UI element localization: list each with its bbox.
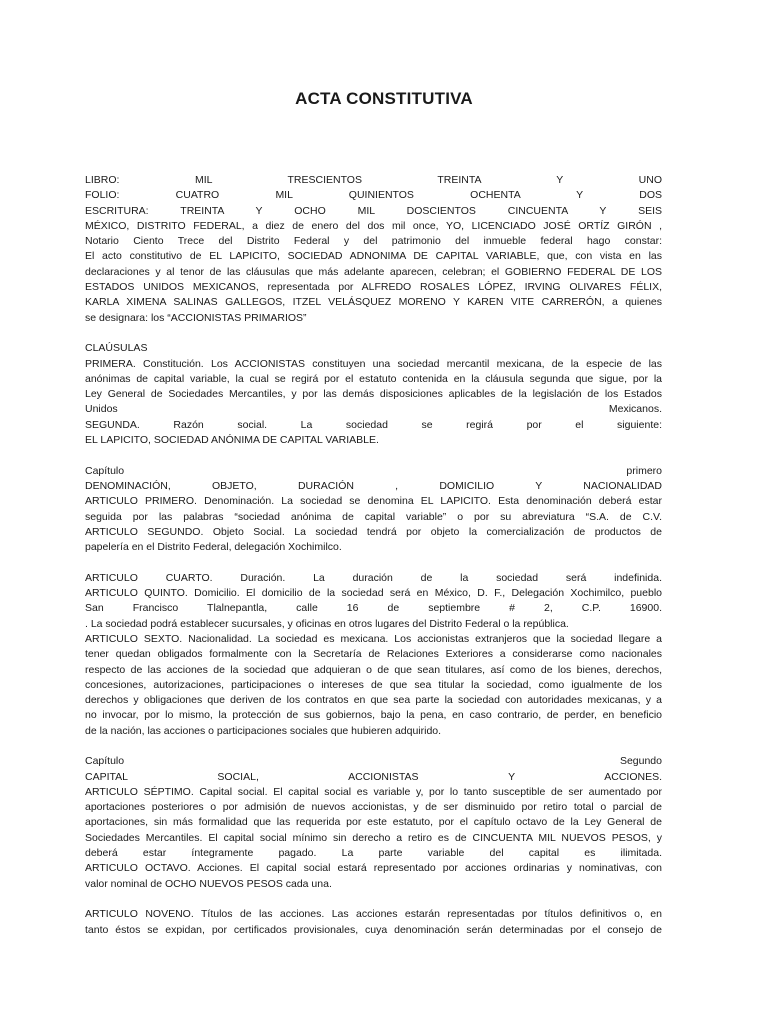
text-line: ARTICULO PRIMERO. Denominación. La sociedad se denomina EL LAPICITO. Esta denominación deberá estar bbox=[85, 495, 662, 508]
text-line: Notario Ciento Trece del Distrito Federal y del patrimonio del inmueble federal hago constar: bbox=[85, 235, 662, 248]
text-line: . La sociedad podrá establecer sucursales, y oficinas en otros lugares del Distrito Federal o la república. bbox=[85, 617, 569, 630]
text-line: aportaciones posteriores o por admisión de nuevos accionistas, y de ser disminuido por retiro total o parcial de bbox=[85, 801, 662, 814]
text-line: CAPITAL SOCIAL, ACCIONISTAS Y ACCIONES. bbox=[85, 770, 662, 783]
paragraph-gap bbox=[85, 326, 662, 341]
text-line: ARTICULO SÉPTIMO. Capital social. El capital social es variable y, por lo tanto susceptible de ser aumentado por bbox=[85, 785, 662, 798]
text-line: respecto de las acciones de la sociedad que adquieran o de que sean titulares, así como de los bienes, derechos, bbox=[85, 663, 662, 676]
text-line: se designara: los “ACCIONISTAS PRIMARIOS” bbox=[85, 311, 307, 324]
text-line: El acto constitutivo de EL LAPICITO, SOCIEDAD ADNONIMA DE CAPITAL VARIABLE, que, con vista en las bbox=[85, 250, 662, 263]
text-line: Unidos Mexicanos. bbox=[85, 403, 662, 416]
text-line: Capítulo Segundo bbox=[85, 755, 662, 768]
text-line: ARTICULO OCTAVO. Acciones. El capital social estará representado por acciones ordinarias y nominativas, con bbox=[85, 862, 662, 875]
text-line: seguida por las palabras “sociedad anónima de capital variable” o por su abreviatura “S.A. de C.V. bbox=[85, 510, 662, 523]
text-line: ARTICULO SEGUNDO. Objeto Social. La sociedad tendrá por objeto la comercialización de productos de bbox=[85, 525, 662, 538]
text-line: EL LAPICITO, SOCIEDAD ANÓNIMA DE CAPITAL VARIABLE. bbox=[85, 434, 379, 447]
document-title: ACTA CONSTITUTIVA bbox=[295, 89, 473, 108]
paragraph bbox=[85, 464, 662, 556]
text-line: ESCRITURA: TREINTA Y OCHO MIL DOSCIENTOS CINCUENTA Y SEIS bbox=[85, 204, 662, 217]
text-line: valor nominal de OCHO NUEVOS PESOS cada una. bbox=[85, 877, 332, 890]
text-line: anónimas de capital variable, la cual se regirá por el estatuto contenida en la cláusula segunda que sigue, por la bbox=[85, 372, 662, 385]
text-line: SEGUNDA. Razón social. La sociedad se regirá por el siguiente: bbox=[85, 418, 662, 431]
text-line: declaraciones y al tenor de las cláusulas que más adelante aparecen, celebran; el GOBIERNO FEDERAL DE LOS bbox=[85, 265, 662, 278]
paragraph-gap bbox=[85, 739, 662, 754]
text-line: LIBRO: MIL TRESCIENTOS TREINTA Y UNO bbox=[85, 174, 662, 186]
text-line: papelería en el Distrito Federal, delegación Xochimilco. bbox=[85, 541, 342, 554]
document-body bbox=[85, 173, 662, 938]
text-line: tanto éstos se expidan, por certificados provisionales, cuya denominación serán determinadas por el consejo de bbox=[85, 923, 662, 936]
text-line: derechos y obligaciones que deriven de los contratos en que sea parte la sociedad con autoridades mexicanas, y a bbox=[85, 694, 662, 707]
text-line: concesiones, autorizaciones, participaciones o intereses de que sea titular la sociedad, como igualmente de los bbox=[85, 678, 662, 691]
paragraph bbox=[85, 754, 662, 892]
text-line: aportaciones, sin más formalidad que las requerida por este estatuto, por el capítulo octavo de la Ley General de bbox=[85, 816, 662, 829]
paragraph bbox=[85, 173, 662, 326]
text-line: ARTICULO QUINTO. Domicilio. El domicilio de la sociedad será en México, D. F., Delegación Xochimilco, pueblo bbox=[85, 587, 662, 600]
text-line: Ley General de Sociedades Mercantiles, y por las demás disposiciones aplicables de la legislación de los Estados bbox=[85, 388, 662, 401]
text-line: no invocar, por lo mismo, la protección de sus gobiernos, bajo la pena, en caso contrario, de perder, en beneficio bbox=[85, 709, 662, 722]
text-line: Sociedades Mercantiles. El capital social mínimo sin derecho a retiro es de CINCUENTA MIL NUEVOS PESOS, y bbox=[85, 831, 662, 844]
text-line: ARTICULO CUARTO. Duración. La duración de la sociedad será indefinida. bbox=[85, 571, 662, 584]
paragraph bbox=[85, 571, 662, 739]
text-line: tener quedan obligados formalmente con la Secretaría de Relaciones Exteriores a considerarse como nacionales bbox=[85, 648, 662, 661]
text-line: PRIMERA. Constitución. Los ACCIONISTAS constituyen una sociedad mercantil mexicana, de la especie de las bbox=[85, 357, 662, 370]
text-line: FOLIO: CUATRO MIL QUINIENTOS OCHENTA Y DOS bbox=[85, 189, 662, 202]
paragraph bbox=[85, 907, 662, 938]
text-line: ARTICULO NOVENO. Títulos de las acciones. Las acciones estarán representadas por títulos definitivos o, en bbox=[85, 908, 662, 921]
paragraph bbox=[85, 341, 662, 448]
text-line: CLAÚSULAS bbox=[85, 342, 148, 355]
text-line: KARLA XIMENA SALINAS GALLEGOS, ITZEL VELÁSQUEZ MORENO Y KAREN VITE CARRERÓN, a quienes bbox=[85, 296, 662, 309]
text-line: ESTADOS UNIDOS MEXICANOS, representada por ALFREDO ROSALES LÓPEZ, IRVING OLIVARES FÉLIX, bbox=[85, 281, 662, 294]
text-line: deberá estar íntegramente pagado. La parte variable del capital es ilimitada. bbox=[85, 847, 662, 860]
text-line: de la nación, las acciones o participaciones sociales que hubieren adquirido. bbox=[85, 724, 442, 737]
text-line: San Francisco Tlalnepantla, calle 16 de septiembre # 2, C.P. 16900. bbox=[85, 602, 662, 615]
paragraph-gap bbox=[85, 448, 662, 463]
paragraph-gap bbox=[85, 555, 662, 570]
text-line: DENOMINACIÓN, OBJETO, DURACIÓN , DOMICILIO Y NACIONALIDAD bbox=[85, 479, 662, 492]
text-line: MÉXICO, DISTRITO FEDERAL, a diez de enero del dos mil once, YO, LICENCIADO JOSÉ ORTÍZ GIRÓN , bbox=[85, 219, 662, 232]
paragraph-gap bbox=[85, 892, 662, 907]
text-line: Capítulo primero bbox=[85, 464, 662, 477]
text-line: ARTICULO SEXTO. Nacionalidad. La sociedad es mexicana. Los accionistas extranjeros que la sociedad llegare a bbox=[85, 632, 662, 645]
